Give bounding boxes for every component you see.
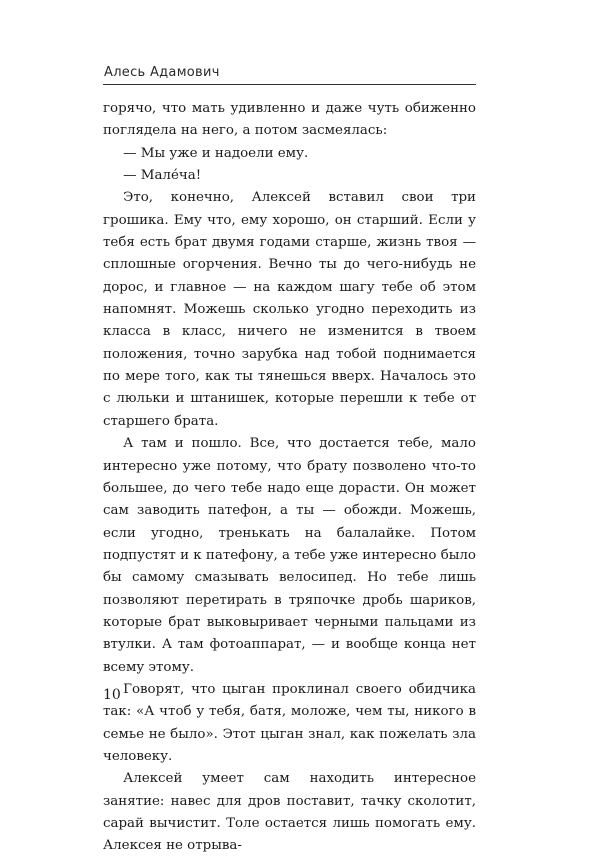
book-page <box>103 60 476 854</box>
header-rule <box>103 84 476 85</box>
paragraph: Это, конечно, Алексей вставил свои три грошика. Ему что, ему хорошо, он старший. Если у тебя есть брат двумя годами старше, жизнь твоя — сплошные огорчения. Вечно ты до чего-нибудь не дорос, и главное — на каждом шагу тебе об этом напомнят. Можешь сколько угодно переходить из класса в класс, ничего не изменится в твоем положения, точно зарубка над тобой поднимается по мере того, как ты тянешься вверх. Началось это с люльки и штанишек, которые перешли к тебе от старшего брата. <box>103 190 476 429</box>
paragraph: — Мале́ча! <box>123 168 202 184</box>
running-head-author: Алесь Адамович <box>104 65 220 80</box>
paragraph: Алексей умеет сам находить интересное занятие: навес для дров поставит, тачку сколотит, сарай вычистит. Толе остается лишь помогать ему. Алексея не отрыва- <box>103 771 476 854</box>
paragraph: горячо, что мать удивленно и даже чуть обиженно поглядела на него, а потом засмеялась: <box>103 101 476 139</box>
paragraph: — Мы уже и надоели ему. <box>123 145 309 161</box>
paragraph: А там и пошло. Все, что достается тебе, мало интересно уже потому, что брату позволено что-то большее, до чего тебе надо еще дорасти. Он может сам заводить патефон, а ты — обожди. Можешь, если угодно, тренькать на балалайке. Потом подпустят и к патефону, а тебе уже интересно было бы самому смазывать велосипед. Но тебе лишь позволяют перетирать в тряпочке дробь шариков, которые брат выковыривает черными пальцами из втулки. А там фотоаппарат, — и вообще конца нет всему этому. <box>103 436 476 675</box>
body-text <box>103 98 476 858</box>
paragraph: Говорят, что цыган проклинал своего обидчика так: «А чтоб у тебя, батя, моложе, чем ты, никого в семье не было». Этот цыган знал, как пожелать зла человеку. <box>103 681 476 764</box>
page-number: 10 <box>103 687 121 703</box>
